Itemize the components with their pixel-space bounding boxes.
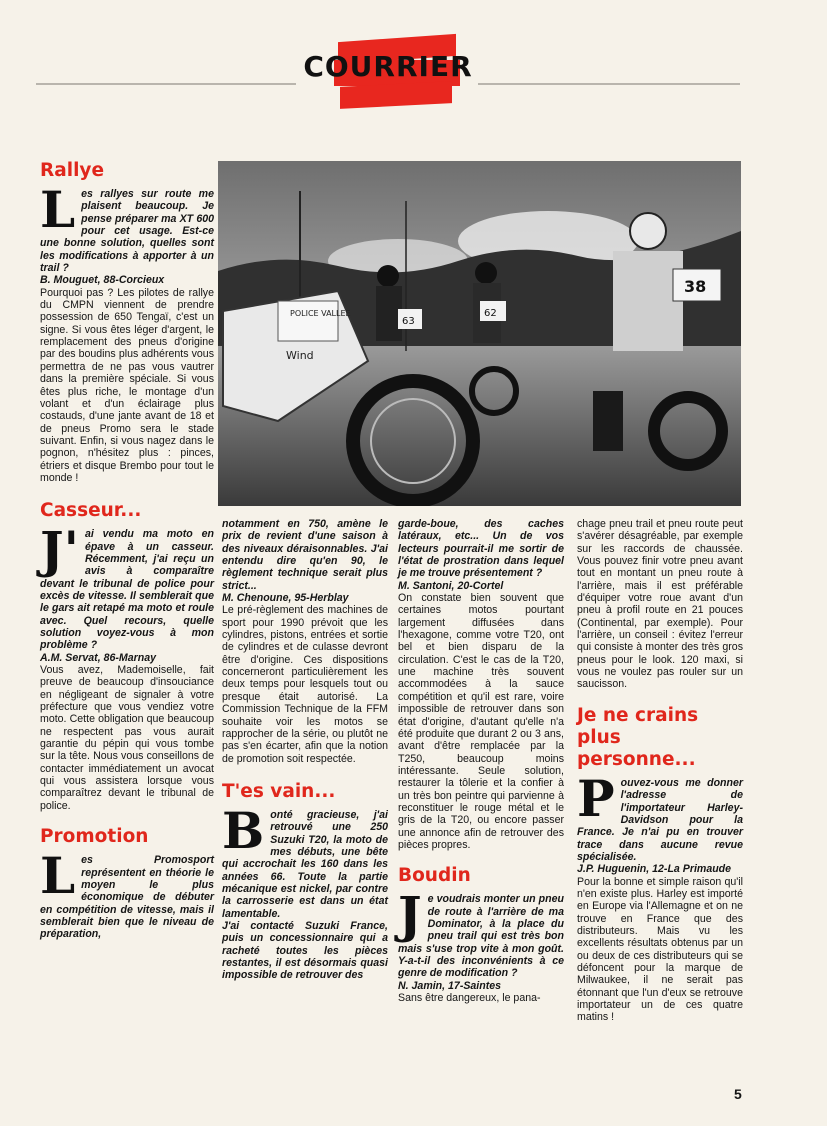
rally-photo: [218, 161, 741, 506]
signature-rallye: B. Mouguet, 88-Corcieux: [40, 274, 165, 287]
header-rule-right: [478, 83, 740, 85]
sticker-text: Wind: [286, 349, 314, 362]
heading-casseur: Casseur...: [40, 500, 142, 522]
signature-tesvain: M. Santoni, 20-Cortel: [398, 579, 504, 592]
question-rallye: es rallyes sur route me plaisent beaucoup. Je pense préparer ma XT 600 pour cet usage. Est-ce une bonne solution, quelles sont les modifications à apporter à un trail ?: [40, 188, 214, 275]
fairing-text: POLICE VALLEE: [290, 309, 351, 318]
heading-tesvain: T'es vain...: [222, 780, 336, 802]
letter-boudin: [398, 865, 564, 1004]
plate-center: 62: [484, 308, 497, 319]
answer-boudin-part2: chage pneu trail et pneu route peut s'avérer désagréable, par exemple sur les raccords de chaussée. Vous pouvez finir votre pneu avant tout en montant un pneu route à l'arrière, mais il est préférable d'équiper votre roue avant d'un pneu à profil route en 21 pouces (Continental, par exemple). Pour l'arrière, un conseil : évitez l'erreur qui consiste à monter des très gros pneus pour le look. 120 maxi, si vous ne voulez pas rouler sur un saucisson.: [577, 518, 743, 691]
column-2: [222, 518, 388, 982]
heading-boudin: Boudin: [398, 865, 471, 887]
heading-promotion: Promotion: [40, 826, 149, 848]
signature-personne: J.P. Huguenin, 12-La Primaude: [577, 863, 732, 876]
question-personne: ouvez-vous me donner l'adresse de l'importateur Harley-Davidson pour la France. Je n'ai pu en trouver trace dans aucune revue spécialisée.: [577, 776, 743, 863]
heading-personne: Je ne crains plus personne...: [577, 704, 699, 770]
plate-left: 63: [402, 316, 415, 327]
question-tesvain-part1: onté gracieuse, j'ai retrouvé une 250 Suzuki T20, la moto de mes débuts, une bête qui accrochait les 160 dans les années 66. Toute la partie mécanique est nickel, par contre la carrosserie est dans un état lamentable.: [222, 808, 388, 920]
letter-casseur: [40, 500, 214, 812]
dropcap-tesvain: B: [222, 800, 265, 860]
dropcap-personne: P: [577, 768, 615, 828]
dropcap-promotion: L: [40, 846, 76, 906]
letter-rallye: [40, 160, 214, 484]
answer-casseur: Vous avez, Mademoiselle, fait preuve de beaucoup d'insouciance en négligeant de signaler à votre préfecture que vous vendiez votre moto. Cette obligation que beaucoup ne respectent pas vous aurait garantie du pépin qui vous tombe sur la tête. Nous vous conseillons de contacter immédiatement un avocat qui vous assistera lorsque vous comparaîtrez devant le tribunal de police.: [40, 664, 214, 812]
header-rule-left: [36, 83, 296, 85]
question-promotion-part2: notamment en 750, amène le prix de revient d'une saison à des niveaux déraisonnables. J'ai entendu dire qu'en 90, le règlement technique serait plus strict...: [222, 518, 388, 592]
column-4: [577, 518, 743, 1024]
plate-fairing: 38: [684, 277, 707, 296]
heading-rallye: Rallye: [40, 160, 105, 181]
dropcap-rallye: L: [40, 180, 76, 239]
question-promotion-part1: es Promosport représentent en théorie le moyen le plus économique de débuter en compétition de vitesse, mais il semblerait bien que le niveau de préparation,: [40, 854, 214, 941]
dropcap-casseur: J': [40, 520, 79, 580]
letter-personne: [577, 705, 743, 1024]
section-title: COURRIER: [303, 50, 473, 83]
signature-promotion: M. Chenoune, 95-Herblay: [222, 592, 349, 605]
motorcycles-illustration: [218, 161, 741, 506]
dropcap-boudin: J: [398, 885, 422, 945]
signature-casseur: A.M. Servat, 86-Marnay: [40, 651, 156, 664]
answer-tesvain: On constate bien souvent que certaines motos pourtant largement diffusées dans l'hexagone, comme votre T20, ont bel et bien disparu de la circulation. C'est le cas de la T20, une machine très souvent accommodées à la sauce compétition et qu'il est rare, voire impossible de retrouver dans son état d'origine, d'autant qu'elle n'a été produite que durant 2 ou 3 ans, avant d'être remplacée par la T250, beaucoup moins intéressante. Seule solution, restaurer la tôlerie et la confier à un très bon peintre qui parvienne à reconstituer le rouge métal et le gris de la T20, ou encore passer une annonce afin de retrouver des pièces propres.: [398, 592, 564, 851]
signature-boudin: N. Jamin, 17-Saintes: [398, 979, 502, 992]
answer-rallye: Pourquoi pas ? Les pilotes de rallye du CMPN viennent de prendre possession de 650 Tengaï, c'est un signe. Si vous êtes léger d'argent, le remplacement des pneus d'origine par des boudins plus adhérents vous permettra de ne pas vous vautrer dans la première spéciale. Si vous êtes plus riche, le montage d'un volant et d'un éclairage plus costauds, d'une jante avant de 18 et de pneus Promo sera le stade suivant. Enfin, si vous nagez dans le pognon, n'hésitez plus : pinces, étriers et disque Brembo pour tout le monde !: [40, 286, 214, 484]
question-tesvain-part3: garde-boue, des caches latéraux, etc... Un de vos lecteurs pourrait-il me sortir de l'état de prostration dans lequel je me trouve présentement ?: [398, 518, 564, 580]
question-boudin: e voudrais monter un pneu de route à l'arrière de ma Dominator, à la place du pneu trail qui est très bon mais s'use trop vite à mon goût. Y-a-t-il des inconvénients à ce genre de modification ?: [398, 893, 564, 980]
page-number: 5: [734, 1086, 742, 1102]
answer-promotion: Le pré-règlement des machines de sport pour 1990 prévoit que les cylindres, pistons, entrées et sortie de cylindres et de culasse devront être d'origine. Ces dispositions concerneront particulièrement les deux temps pour lesquels tout ou presque était autorisé. La Commission Technique de la FFM souhaite voir les motos se rapprocher de la série, ou plutôt ne pas s'en écarter, afin que la notion de promotion soit respectée.: [222, 604, 388, 765]
letter-tesvain: [222, 781, 388, 982]
question-casseur: ai vendu ma moto en épave à un casseur. Récemment, j'ai reçu un avis à comparaître devant le tribunal de police pour excès de vitesse. Il semblerait que le gars ait retapé ma moto et roule avec. Quel recours, quelle solution voyez-vous à mon problème ?: [40, 528, 214, 652]
column-3: [398, 518, 564, 1004]
answer-boudin-part1: Sans être dangereux, le pana-: [398, 992, 541, 1005]
letter-promotion: [40, 826, 214, 940]
question-tesvain-part2: J'ai contacté Suzuki France, puis un concessionnaire qui a racheté toutes les pièces restantes, il est désormais quasi impossible de retrouver des: [222, 919, 388, 982]
column-1: [40, 160, 214, 941]
answer-personne: Pour la bonne et simple raison qu'il n'en existe plus. Harley est importé en Europe via l'Allemagne et on ne trouve en France que des distributeurs. Mais vu les excellents résultats obtenus par un ou deux de ces distributeurs qui se défoncent pour la marque de Milwaukee, il ne serait pas étonnant que l'un d'eux se retrouve importateur un de ces quatre matins !: [577, 875, 743, 1024]
